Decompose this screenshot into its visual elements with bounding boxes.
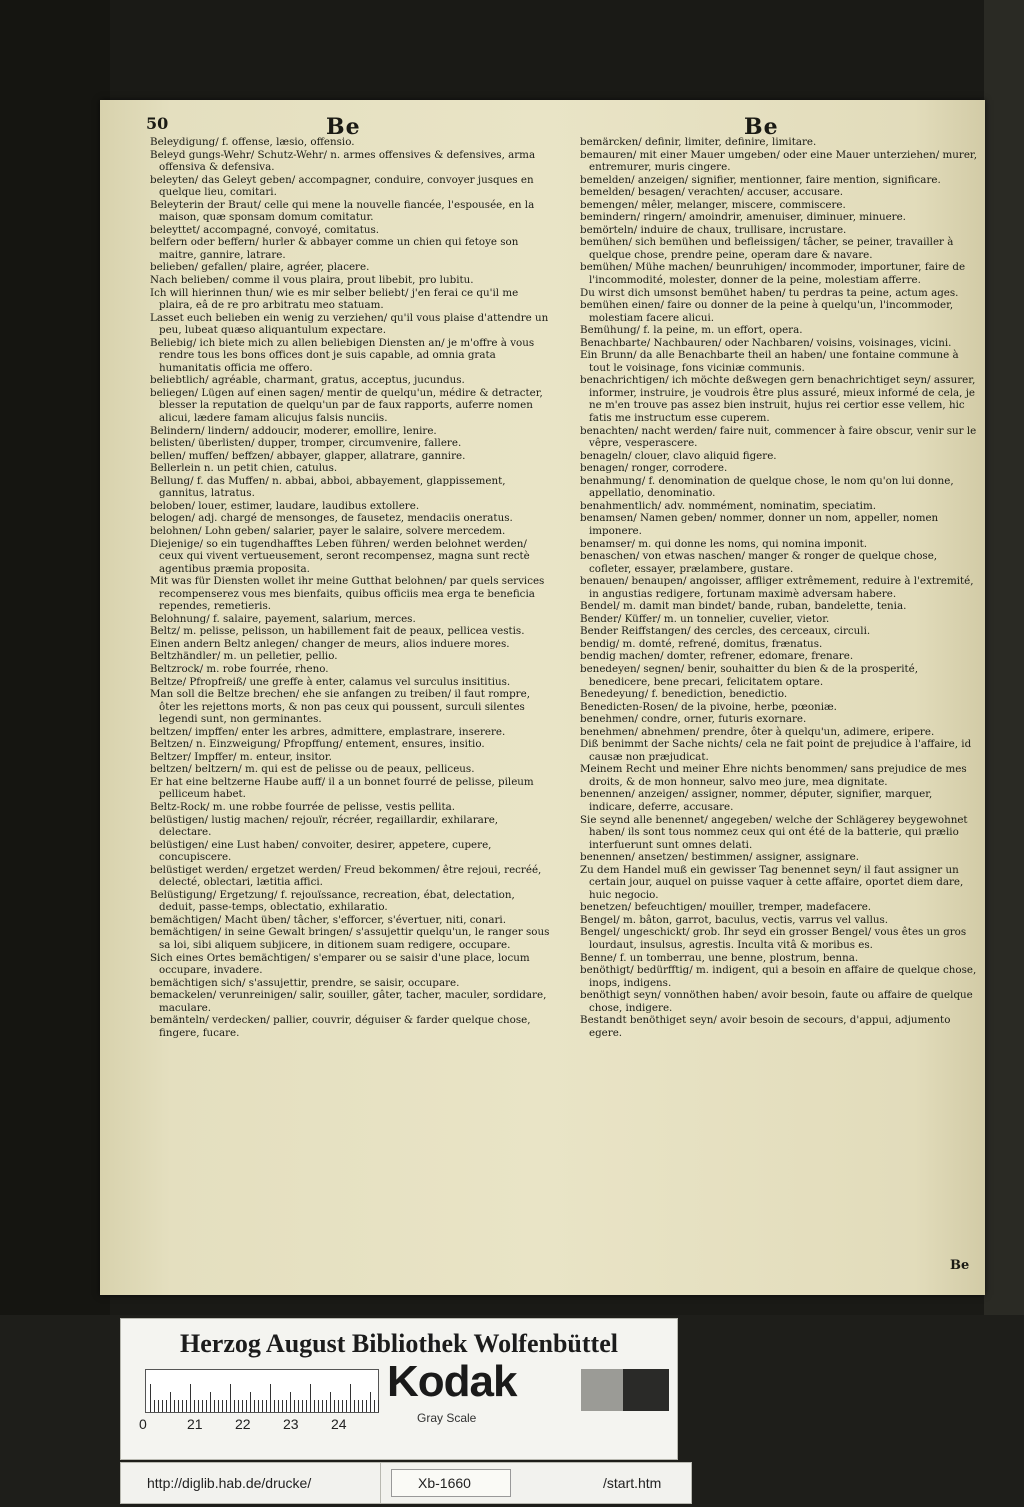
- running-header-left: Be: [326, 114, 361, 140]
- dictionary-entry: Bengel/ ungeschickt/ grob. Ihr seyd ein grosser Bengel/ vous êtes un gros lourdaut, insulsus, agrestis. Inculta vitâ & moribus es.: [580, 926, 967, 951]
- library-name: Herzog August Bibliothek Wolfenbüttel: [180, 1329, 618, 1358]
- ruler-number: 23: [283, 1416, 299, 1432]
- ruler-tick: [298, 1400, 299, 1412]
- dictionary-entry: Belohnung/ f. salaire, payement, salarium, merces.: [150, 612, 416, 625]
- ruler-tick: [286, 1400, 287, 1412]
- dictionary-entry: Bendel/ m. damit man bindet/ bande, ruban, bandelette, tenia.: [580, 600, 907, 613]
- dictionary-entry: Ich will hierinnen thun/ wie es mir selber beliebt/ j'en ferai ce qu'il me plaira, eâ de re pro arbitratu meo statuam.: [150, 286, 519, 312]
- dictionary-entry: Einen andern Beltz anlegen/ changer de meurs, alios induere mores.: [150, 637, 510, 650]
- ruler-tick: [262, 1400, 263, 1412]
- dictionary-entry: bemächtigen/ in seine Gewalt bringen/ s'assujettir quelqu'un, le ranger sous sa loi, sibi aliquem subjicere, in ditionem suam redigere, occupare.: [150, 926, 550, 951]
- ruler-scale: [145, 1369, 379, 1413]
- signature-box: [391, 1469, 511, 1497]
- dictionary-entry: benageln/ clouer, clavo aliquid figere.: [580, 449, 777, 462]
- dictionary-entry: Beliebig/ ich biete mich zu allen beliebigen Diensten an/ je m'offre à vous rendre tous les bons offices dont je suis capable, ad omnia grata humanitatis officia me offero.: [150, 336, 535, 374]
- ruler-tick: [178, 1400, 179, 1412]
- dictionary-entry: bemächtigen sich/ s'assujettir, prendre, se saisir, occupare.: [150, 976, 460, 989]
- dictionary-entry: benennen/ anzeigen/ assigner, nommer, députer, signifier, marquer, indicare, deferre, accusare.: [580, 788, 933, 813]
- ruler-tick: [338, 1400, 339, 1412]
- ruler-tick: [378, 1400, 379, 1412]
- gray-swatch: [581, 1369, 623, 1411]
- dictionary-entry: benehmen/ condre, orner, futuris exornare.: [580, 713, 807, 726]
- catchword: Be: [950, 1258, 970, 1273]
- ruler-tick: [174, 1400, 175, 1412]
- scan-border-right: [984, 0, 1024, 1315]
- dictionary-entry: benamser/ m. qui donne les noms, qui nomina imponit.: [580, 537, 868, 550]
- ruler-tick: [282, 1400, 283, 1412]
- ruler-tick: [294, 1400, 295, 1412]
- dictionary-entry: bemelden/ besagen/ verachten/ accuser, accusare.: [580, 186, 844, 199]
- ruler-tick: [310, 1384, 311, 1412]
- ruler-tick: [230, 1384, 231, 1412]
- dictionary-entry: bemelden/ anzeigen/ signifier, mentionner, faire mention, significare.: [580, 173, 941, 186]
- dictionary-entry: Bengel/ m. bâton, garrot, baculus, vectis, varrus vel vallus.: [580, 913, 889, 926]
- dictionary-entry: Beltzer/ Impffer/ m. enteur, insitor.: [150, 750, 332, 763]
- ruler-tick: [278, 1400, 279, 1412]
- dictionary-entry: benedeyen/ segnen/ benir, souhaitter du bien & de la prosperité, benedicere, bene precari, felicitatem optare.: [580, 662, 919, 688]
- ruler-tick: [166, 1400, 167, 1412]
- dictionary-entry: Benedicten-Rosen/ de la pivoine, herbe, pœoniæ.: [580, 700, 837, 713]
- page-number: 50: [146, 114, 169, 133]
- dictionary-entry: bemächtigen/ Macht üben/ tâcher, s'efforcer, s'évertuer, niti, conari.: [150, 913, 506, 926]
- dictionary-entry: Diß benimmt der Sache nichts/ cela ne fait point de prejudice à l'affaire, id causæ non præjudicat.: [580, 738, 972, 763]
- dictionary-entry: Bellerlein n. un petit chien, catulus.: [150, 462, 338, 475]
- ruler-tick: [354, 1400, 355, 1412]
- ruler-tick: [214, 1400, 215, 1412]
- dictionary-entry: Beltzrock/ m. robe fourrée, rheno.: [150, 662, 329, 675]
- dictionary-entry: Lasset euch belieben ein wenig zu verziehen/ qu'il vous plaise d'attendre un peu, lubeat quæso aliquantulum expectare.: [150, 311, 549, 337]
- book-page: [100, 100, 985, 1295]
- ruler-tick: [266, 1400, 267, 1412]
- dictionary-entry: belisten/ überlisten/ dupper, tromper, circumvenire, fallere.: [150, 437, 462, 450]
- dictionary-entry: bemühen/ sich bemühen und befleissigen/ tâcher, se peiner, travailler à quelque chose, prendre peine, operam dare & navare.: [580, 236, 954, 261]
- dictionary-entry: belüstigen/ eine Lust haben/ convoiter, desirer, appetere, cupere, concupiscere.: [150, 838, 492, 864]
- dictionary-entry: benennen/ ansetzen/ bestimmen/ assigner, assignare.: [580, 851, 860, 864]
- ruler-tick: [346, 1400, 347, 1412]
- dictionary-entry: Zu dem Handel muß ein gewisser Tag benennet seyn/ il faut assigner un certain jour, auquel on puisse vaquer à cette affaire, oportet diem dare, huic negocio.: [580, 863, 964, 901]
- dictionary-entry: Belüstigung/ Ergetzung/ f. rejouïssance, recreation, ébat, delectation, deduit, passe-temps, oblectatio, exhilaratio.: [150, 888, 515, 914]
- ruler-tick: [222, 1400, 223, 1412]
- ruler-tick: [210, 1392, 211, 1412]
- dictionary-entry: bemindern/ ringern/ amoindrir, amenuiser, diminuer, minuere.: [580, 211, 906, 224]
- dictionary-entry: beltzen/ impffen/ enter les arbres, admittere, emplastrare, inserere.: [150, 725, 506, 738]
- ruler-number: 22: [235, 1416, 251, 1432]
- dictionary-entry: benöthigt seyn/ vonnöthen haben/ avoir besoin, faute ou affaire de quelque chose, indigere.: [580, 989, 973, 1014]
- dictionary-entry: Benachbarte/ Nachbauren/ oder Nachbaren/ voisins, voisinages, vicini.: [580, 336, 952, 349]
- dictionary-entry: bemärcken/ definir, limiter, definire, limitare.: [580, 136, 817, 148]
- dictionary-entry: belüstigen/ lustig machen/ rejouïr, récréer, regaillardir, exhilarare, delectare.: [150, 813, 499, 839]
- ruler-tick: [198, 1400, 199, 1412]
- ruler-tick: [234, 1400, 235, 1412]
- ruler-tick: [270, 1384, 271, 1412]
- dictionary-entry: benetzen/ befeuchtigen/ mouiller, tremper, madefacere.: [580, 901, 872, 914]
- dictionary-entry: Bemühung/ f. la peine, m. un effort, opera.: [580, 324, 803, 337]
- ruler-tick: [242, 1400, 243, 1412]
- kodak-logo: Kodak: [387, 1357, 517, 1406]
- dictionary-entry: belogen/ adj. chargé de mensonges, de fausetez, mendaciis oneratus.: [150, 512, 513, 525]
- dictionary-entry: Bestandt benöthiget seyn/ avoir besoin de secours, d'appui, adjumento egere.: [580, 1014, 951, 1039]
- dictionary-entry: Bellung/ f. das Muffen/ n. abbai, abboi, abbayement, glappissement, gannitus, latratus.: [150, 474, 506, 500]
- ruler-tick: [218, 1400, 219, 1412]
- running-header-right: Be: [744, 114, 779, 140]
- dictionary-entry: benachrichtigen/ ich möchte deßwegen gern benachrichtiget seyn/ assurer, informer, instruire, je voudrois être plus assuré, mieux informé de cela, je ne m'en trouve pas assez bien instruit, hujus rei certior esse vellem, hic fatis me instructum esse cuperem.: [580, 374, 976, 425]
- ruler-tick: [362, 1400, 363, 1412]
- dictionary-entry: Beleyd gungs-Wehr/ Schutz-Wehr/ n. armes offensives & defensives, arma offensiva & defensiva.: [150, 148, 536, 174]
- dictionary-entry: Bender/ Küffer/ m. un tonnelier, cuvelier, vietor.: [580, 612, 830, 625]
- dictionary-entry: beliebtlich/ agréable, charmant, gratus, acceptus, jucundus.: [150, 374, 465, 387]
- dictionary-entry: bendig machen/ domter, refrener, edomare, frenare.: [580, 650, 854, 663]
- ruler-tick: [370, 1392, 371, 1412]
- dictionary-entry: Er hat eine beltzerne Haube auff/ il a un bonnet fourré de pelisse, pileum pelliceum habet.: [150, 775, 534, 801]
- dictionary-entry: benöthigt/ bedürfftig/ m. indigent, qui a besoin en affaire de quelque chose, inops, indigens.: [580, 964, 977, 989]
- dictionary-entry: bemauren/ mit einer Mauer umgeben/ oder eine Mauer unterziehen/ murer, entremurer, muris cingere.: [580, 148, 977, 174]
- dictionary-entry: benaschen/ von etwas naschen/ manger & ronger de quelque chose, cofleter, essayer, prælambere, gustare.: [580, 550, 938, 575]
- ruler-tick: [302, 1400, 303, 1412]
- dictionary-entry: Benedeyung/ f. benediction, benedictio.: [580, 688, 788, 701]
- dictionary-entry: bemühen/ Mühe machen/ beunruhigen/ incommoder, importuner, faire de l'incommodité, molester, donner de la peine, molestiam afferre.: [580, 261, 966, 287]
- ruler-tick: [194, 1400, 195, 1412]
- dictionary-entry: belüstiget werden/ ergetzet werden/ Freud bekommen/ être rejoui, recréé, delecté, oblectari, lætitia affici.: [150, 863, 542, 889]
- ruler-tick: [238, 1400, 239, 1412]
- dictionary-entry: Belindern/ lindern/ addoucir, moderer, emollire, lenire.: [150, 424, 437, 437]
- dictionary-entry: benauen/ benaupen/ angoisser, affliger extrêmement, reduire à l'extremité, in angustias redigere, fortunam maximè adversam habere.: [580, 575, 974, 600]
- ruler-tick: [342, 1400, 343, 1412]
- ruler-tick: [290, 1392, 291, 1412]
- dictionary-entry: benahmung/ f. denomination de quelque chose, le nom qu'on lui donne, appellatio, denominatio.: [580, 474, 954, 500]
- dictionary-entry: beliegen/ Lügen auf einen sagen/ mentir de quelqu'un, médire & detracter, blesser la reputation de quelqu'un par de faux rapports, auferre nomen alicui, lædere famam alicujus falsis nunciis.: [150, 386, 543, 425]
- dictionary-entry: Meinem Recht und meiner Ehre nichts benommen/ sans prejudice de mes droits, & de mon honneur, salvo meo jure, mea dignitate.: [580, 763, 967, 788]
- dictionary-entry: belfern oder beffern/ hurler & abbayer comme un chien qui fetoye son maitre, gannire, latrare.: [150, 236, 519, 261]
- scan-border-left: [0, 0, 110, 1315]
- source-url[interactable]: http://diglib.hab.de/drucke/: [147, 1475, 312, 1491]
- shelfmark: Xb-1660: [418, 1475, 471, 1491]
- dictionary-entry: beleyttet/ accompagné, convoyé, comitatus.: [150, 223, 380, 236]
- dictionary-entry: Beltze/ Pfropfreiß/ une greffe à enter, calamus vel surculus insititius.: [150, 675, 511, 688]
- dictionary-entry: benehmen/ abnehmen/ prendre, ôter à quelqu'un, adimere, eripere.: [580, 725, 935, 738]
- ruler-tick: [358, 1400, 359, 1412]
- dictionary-entry: belohnen/ Lohn geben/ salarier, payer le salaire, solvere mercedem.: [150, 524, 506, 537]
- dictionary-entry: bemackelen/ verunreinigen/ salir, souiller, gâter, tacher, maculer, sordidare, maculare.: [150, 989, 547, 1014]
- dictionary-entry: bellen/ muffen/ beffzen/ abbayer, glapper, allatrare, gannire.: [150, 449, 466, 462]
- ruler-tick: [334, 1400, 335, 1412]
- ruler-number: 24: [331, 1416, 347, 1432]
- dictionary-entry: beloben/ louer, estimer, laudare, laudibus extollere.: [150, 499, 420, 512]
- ruler-tick: [246, 1400, 247, 1412]
- ruler-tick: [226, 1400, 227, 1412]
- dictionary-entry: Beltzen/ n. Einzweigung/ Pfropffung/ entement, ensures, insitio.: [150, 738, 485, 751]
- dark-swatch: [623, 1369, 669, 1411]
- url-strip-right: [380, 1462, 692, 1504]
- ruler-tick: [190, 1384, 191, 1412]
- dictionary-entry: benachten/ nacht werden/ faire nuit, commencer à faire obscur, venir sur le vêpre, vesperascere.: [580, 424, 977, 450]
- dictionary-entry: Benne/ f. un tomberrau, une benne, plostrum, benna.: [580, 951, 859, 964]
- dictionary-entry: Man soll die Beltze brechen/ ehe sie anfangen zu treiben/ il faut rompre, ôter les rejettons morts, & non pas ceux qui poussent, surculi silentes legendi sunt, non germinantes.: [150, 688, 530, 726]
- start-page-link[interactable]: /start.htm: [603, 1475, 662, 1491]
- ruler-tick: [274, 1400, 275, 1412]
- left-column: [150, 136, 550, 1039]
- dictionary-entry: Beltzhändler/ m. un pelletier, pellio.: [150, 650, 338, 663]
- ruler-tick: [186, 1400, 187, 1412]
- ruler-tick: [314, 1400, 315, 1412]
- ruler-tick: [182, 1400, 183, 1412]
- ruler-tick: [250, 1392, 251, 1412]
- dictionary-entry: bemänteln/ verdecken/ pallier, couvrir, déguiser & farder quelque chose, fingere, fucare.: [150, 1014, 531, 1039]
- ruler-tick: [158, 1400, 159, 1412]
- dictionary-entry: bemengen/ mêler, melanger, miscere, commiscere.: [580, 198, 846, 211]
- ruler-tick: [202, 1400, 203, 1412]
- ruler-tick: [326, 1400, 327, 1412]
- dictionary-entry: Beltz/ m. pelisse, pelisson, un habillement fait de peaux, pellicea vestis.: [150, 625, 525, 638]
- ruler-tick: [254, 1400, 255, 1412]
- dictionary-entry: bendig/ m. domté, refrené, domitus, frænatus.: [580, 637, 823, 650]
- dictionary-entry: belieben/ gefallen/ plaire, agréer, placere.: [150, 261, 370, 274]
- ruler-tick: [318, 1400, 319, 1412]
- dictionary-entry: benamsen/ Namen geben/ nommer, donner un nom, appeller, nomen imponere.: [580, 512, 939, 537]
- ruler-number: 0: [139, 1416, 147, 1432]
- ruler-tick: [330, 1392, 331, 1412]
- right-column: [580, 136, 980, 1039]
- ruler-tick: [150, 1384, 151, 1412]
- dictionary-entry: benahmentlich/ adv. nommément, nominatim, speciatim.: [580, 499, 876, 512]
- ruler-tick: [154, 1400, 155, 1412]
- dictionary-entry: Ein Brunn/ da alle Benachbarte theil an haben/ une fontaine commune à tout le voisinage, fons viciniæ communis.: [580, 349, 959, 374]
- ruler-tick: [258, 1400, 259, 1412]
- dictionary-entry: Beltz-Rock/ m. une robbe fourrée de pelisse, vestis pellita.: [150, 800, 455, 813]
- dictionary-entry: Diejenige/ so ein tugendhafftes Leben führen/ werden belohnet werden/ ceux qui vivent vertueusement, seront recompensez, magna sunt rectè agentibus præmia proposita.: [150, 537, 530, 575]
- dictionary-entry: beleyten/ das Geleyt geben/ accompagner, conduire, convoyer jusques en quelque lieu, comitari.: [150, 173, 534, 199]
- dictionary-entry: benagen/ ronger, corrodere.: [580, 462, 728, 475]
- dictionary-entry: Beleyterin der Braut/ celle qui mene la nouvelle fiancée, l'espousée, en la maison, quæ sponsam domum comitatur.: [150, 198, 535, 224]
- ruler-tick: [374, 1400, 375, 1412]
- dictionary-entry: Du wirst dich umsonst bemühet haben/ tu perdras ta peine, actum ages.: [580, 286, 959, 299]
- dictionary-entry: bemühen einen/ faire ou donner de la peine à quelqu'un, l'incommoder, molestiam facere alicui.: [580, 299, 954, 324]
- dictionary-entry: Sie seynd alle benennet/ angegeben/ welche der Schlägerey beygewohnet haben/ ils sont tous nommez ceux qui ont été de la batterie, qui prælio interfuerunt sunt omnes delati.: [580, 813, 968, 851]
- color-target-card: [120, 1318, 678, 1460]
- dictionary-entry: Nach belieben/ comme il vous plaira, prout libebit, pro lubitu.: [150, 274, 474, 287]
- ruler-tick: [350, 1384, 351, 1412]
- dictionary-entry: beltzen/ beltzern/ m. qui est de pelisse ou de peaux, pelliceus.: [150, 763, 475, 776]
- ruler-tick: [306, 1400, 307, 1412]
- dictionary-entry: Beleydigung/ f. offense, læsio, offensio.: [150, 136, 355, 148]
- ruler-tick: [366, 1400, 367, 1412]
- dictionary-entry: Mit was für Diensten wollet ihr meine Gutthat belohnen/ par quels services recompenserez vous mes bienfaits, quibus officiis mea erga te beneficia rependes, remetieris.: [150, 575, 545, 613]
- dictionary-entry: Bender Reiffstangen/ des cercles, des cerceaux, circuli.: [580, 625, 871, 638]
- ruler-tick: [170, 1392, 171, 1412]
- dictionary-entry: Sich eines Ortes bemächtigen/ s'emparer ou se saisir d'une place, locum occupare, invadere.: [150, 951, 530, 977]
- ruler-number: 21: [187, 1416, 203, 1432]
- dictionary-entry: bemörteln/ induire de chaux, trullisare, incrustare.: [580, 223, 847, 236]
- ruler-tick: [206, 1400, 207, 1412]
- ruler-tick: [322, 1400, 323, 1412]
- gray-scale-label: Gray Scale: [417, 1411, 477, 1425]
- ruler-tick: [162, 1400, 163, 1412]
